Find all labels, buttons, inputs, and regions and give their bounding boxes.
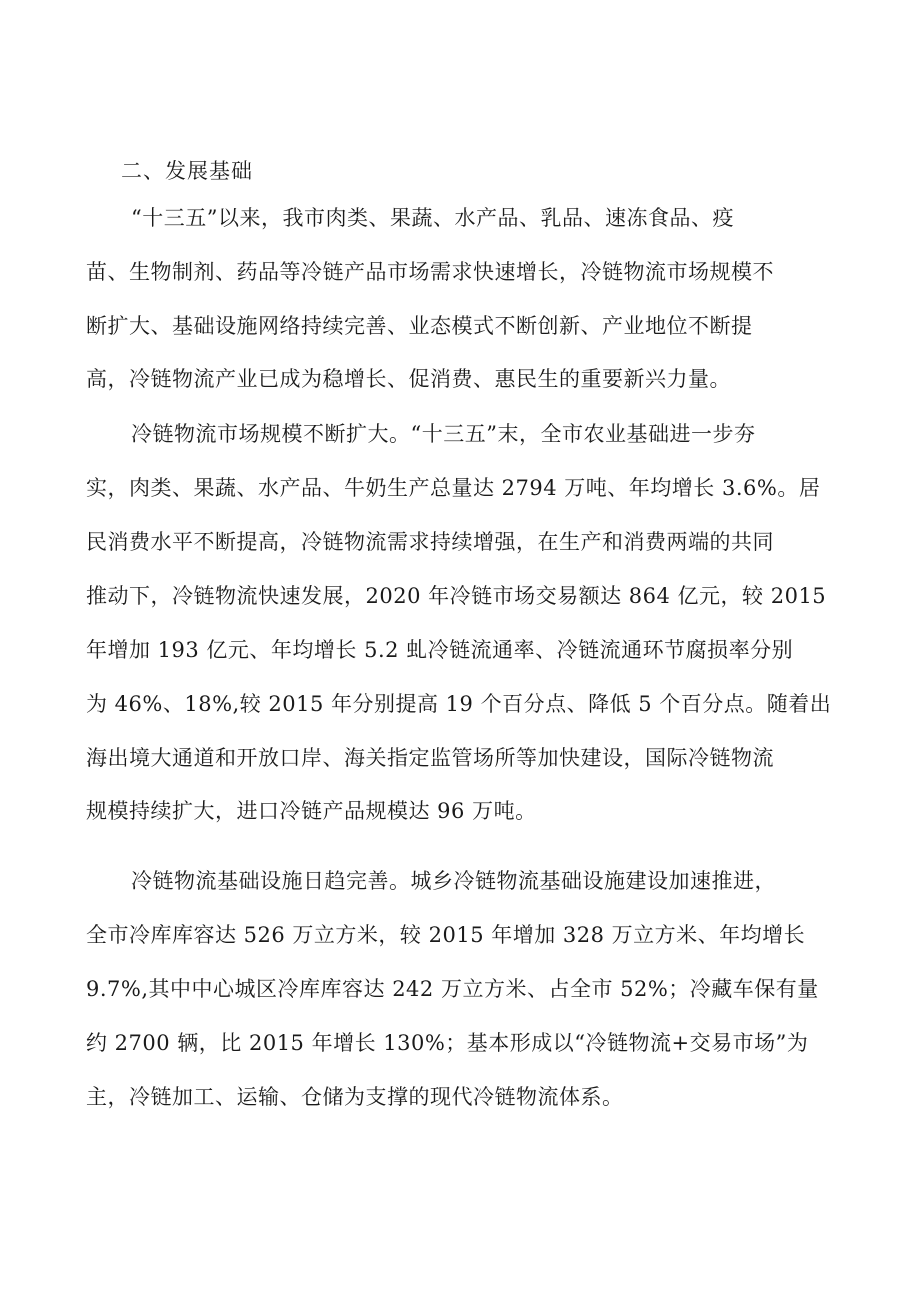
paragraph-infrastructure-line: 全市冷库库容达 526 万立方米，较 2015 年增加 328 万立方米、年均增长 bbox=[86, 923, 806, 947]
paragraph-infrastructure-line: 主，冷链加工、运输、仓储为支撑的现代冷链物流体系。 bbox=[86, 1085, 624, 1109]
paragraph-infrastructure-line: 冷链物流基础设施日趋完善。城乡冷链物流基础设施建设加速推进， bbox=[131, 869, 776, 893]
paragraph-intro-line: 苗、生物制剂、药品等冷链产品市场需求快速增长，冷链物流市场规模不 bbox=[86, 260, 774, 284]
paragraph-market-line: 海出境大通道和开放口岸、海关指定监管场所等加快建设，国际冷链物流 bbox=[86, 746, 774, 770]
paragraph-market-line: 实，肉类、果蔬、水产品、牛奶生产总量达 2794 万吨、年均增长 3.6%。居 bbox=[86, 476, 821, 500]
paragraph-intro-line: 断扩大、基础设施网络持续完善、业态模式不断创新、产业地位不断提 bbox=[86, 314, 753, 338]
paragraph-market-line: 推动下，冷链物流快速发展，2020 年冷链市场交易额达 864 亿元，较 2015 bbox=[86, 584, 827, 608]
paragraph-market-line: 冷链物流市场规模不断扩大。“十三五”末，全市农业基础进一步夯 bbox=[131, 422, 756, 446]
paragraph-infrastructure-line: 约 2700 辆，比 2015 年增长 130%；基本形成以“冷链物流+交易市场”为 bbox=[86, 1031, 809, 1055]
paragraph-market-line: 民消费水平不断提高，冷链物流需求持续增强，在生产和消费两端的共同 bbox=[86, 530, 774, 554]
paragraph-market-line: 年增加 193 亿元、年均增长 5.2 虬冷链流通率、冷链流通环节腐损率分别 bbox=[86, 638, 794, 662]
section-heading: 二、发展基础 bbox=[121, 159, 253, 183]
paragraph-market-line: 规模持续扩大，进口冷链产品规模达 96 万吨。 bbox=[86, 799, 537, 823]
paragraph-market-line: 为 46%、18%,较 2015 年分别提高 19 个百分点、降低 5 个百分点。随着出 bbox=[86, 692, 832, 716]
paragraph-intro-line: “十三五”以来，我市肉类、果蔬、水产品、乳品、速冻食品、疫 bbox=[131, 206, 734, 230]
paragraph-infrastructure-line: 9.7%,其中中心城区冷库库容达 242 万立方米、占全市 52%；冷藏车保有量 bbox=[86, 977, 819, 1001]
paragraph-intro-line: 高，冷链物流产业已成为稳增长、促消费、惠民生的重要新兴力量。 bbox=[86, 367, 731, 391]
